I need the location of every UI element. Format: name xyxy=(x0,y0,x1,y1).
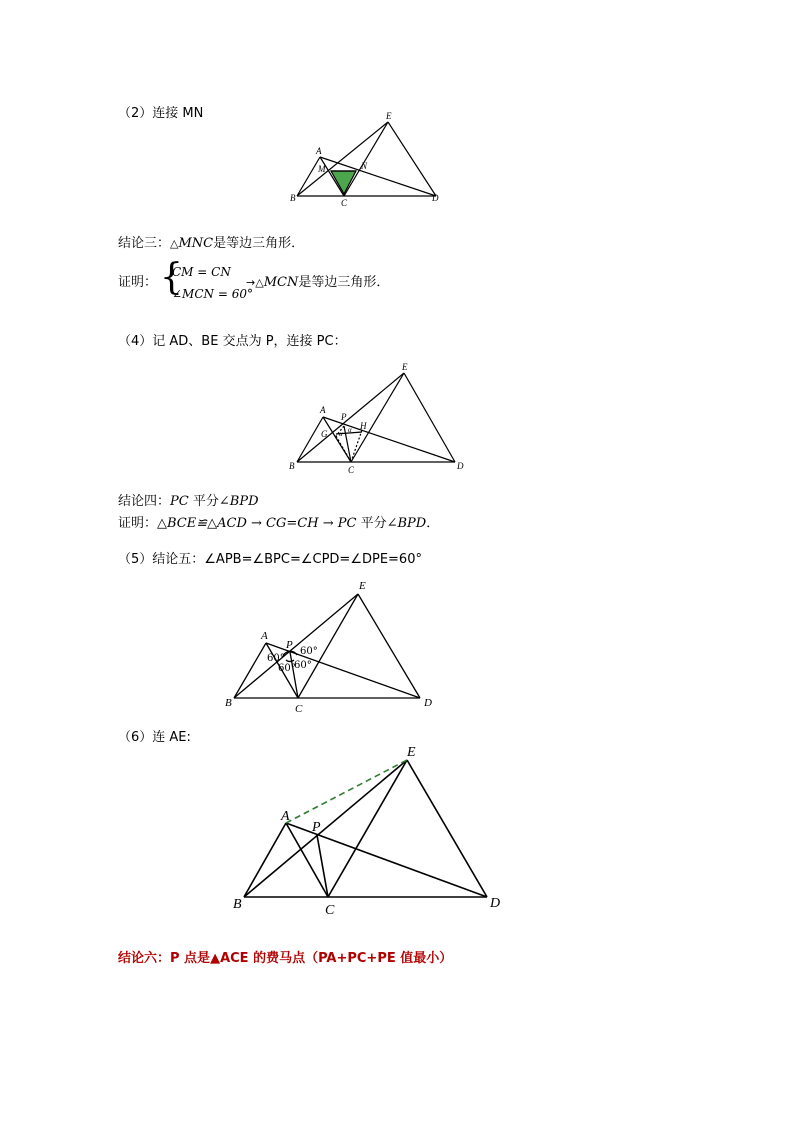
fig5-label-b: B xyxy=(225,697,232,709)
proof-arrow: →△ xyxy=(246,276,264,289)
triangle-mnc-fill xyxy=(331,171,356,194)
section-2-heading: （2）连接 MN xyxy=(118,106,204,121)
fig4-label-e: E xyxy=(402,362,408,372)
proof-conclusion xyxy=(246,275,389,291)
fig4-label-b: B xyxy=(289,461,295,471)
proof-4-end: ． xyxy=(426,516,440,531)
conclusion-3-tri: △ xyxy=(170,237,179,250)
proof-4-label: 证明： xyxy=(118,516,158,531)
conclusion-6-text: 结论六：P 点是 xyxy=(118,951,211,966)
conclusion-3 xyxy=(118,236,304,252)
fig4-label-h: H xyxy=(360,421,367,431)
conclusion-6-tri: ▲ xyxy=(210,951,221,966)
fig5-angle-4: 60° xyxy=(294,660,312,671)
conclusion-4-var: PC xyxy=(170,494,189,509)
conclusion-4-angle: ∠BPD xyxy=(218,494,259,509)
fig2-label-n: N xyxy=(361,161,368,171)
fig6-label-a: A xyxy=(281,809,290,824)
fig2-label-b: B xyxy=(290,193,296,203)
conclusion-4 xyxy=(118,494,259,510)
proof-4-mid: 平分 xyxy=(360,516,387,531)
fig2-label-a: A xyxy=(316,146,322,156)
fig6-label-p: P xyxy=(312,820,321,835)
section-4-heading: （4）记 AD、BE 交点为 P，连接 PC： xyxy=(118,334,347,349)
conclusion-4-label: 结论四： xyxy=(118,494,171,509)
fig6-label-b: B xyxy=(233,897,242,912)
fig6-label-d: D xyxy=(490,896,501,911)
fig2-label-d: D xyxy=(432,193,439,203)
fig5-angle-2: 60° xyxy=(300,646,318,657)
fig4-label-c: C xyxy=(348,465,355,475)
conclusion-6 xyxy=(118,951,452,967)
fig5-angle-1: 60° xyxy=(267,653,285,664)
fig4-label-alpha-1: α xyxy=(339,430,343,438)
fig4-label-p: P xyxy=(341,412,347,422)
fig6-label-e: E xyxy=(407,745,416,760)
fig4-label-g: G xyxy=(321,429,328,439)
fig2-label-m: M xyxy=(318,164,326,174)
fig5-angle-3: 60° xyxy=(278,663,296,674)
section-5-heading: （5）结论五：∠APB=∠BPC=∠CPD=∠DPE=60° xyxy=(118,552,422,567)
conclusion-3-var: MNC xyxy=(178,236,214,251)
fig4-label-a: A xyxy=(320,405,326,415)
proof-4 xyxy=(118,516,439,532)
fig5-label-d: D xyxy=(424,697,432,709)
proof-4-body: △BCE≌△ACD → CG=CH → PC xyxy=(157,516,357,531)
proof-4-angle: ∠BPD xyxy=(386,516,427,531)
fig4-label-d: D xyxy=(457,461,464,471)
fig2-label-c: C xyxy=(341,198,348,208)
proof-var: MCN xyxy=(263,275,299,290)
fig5-label-p: P xyxy=(286,639,293,651)
section-6-heading: （6）连 AE: xyxy=(118,730,191,745)
fig5-label-c: C xyxy=(295,703,303,715)
proof-tail: 是等边三角形． xyxy=(298,275,390,290)
proof-label: 证明： xyxy=(118,275,158,290)
fig4-label-alpha-2: α xyxy=(348,426,352,434)
conclusion-3-text: 是等边三角形． xyxy=(213,236,305,251)
conclusion-6-tail: ACE 的费马点（PA+PC+PE 值最小） xyxy=(220,951,453,966)
conclusion-3-label: 结论三： xyxy=(118,236,171,251)
fig5-label-a: A xyxy=(261,630,268,642)
proof-brace: { xyxy=(160,257,183,298)
fig2-label-e: E xyxy=(386,111,392,121)
fig5-label-e: E xyxy=(359,580,366,592)
proof-line-1: CM = CN xyxy=(172,265,231,279)
proof-line-2: ∠MCN = 60° xyxy=(172,287,253,301)
fig6-label-c: C xyxy=(325,903,335,918)
conclusion-4-mid: 平分 xyxy=(192,494,219,509)
